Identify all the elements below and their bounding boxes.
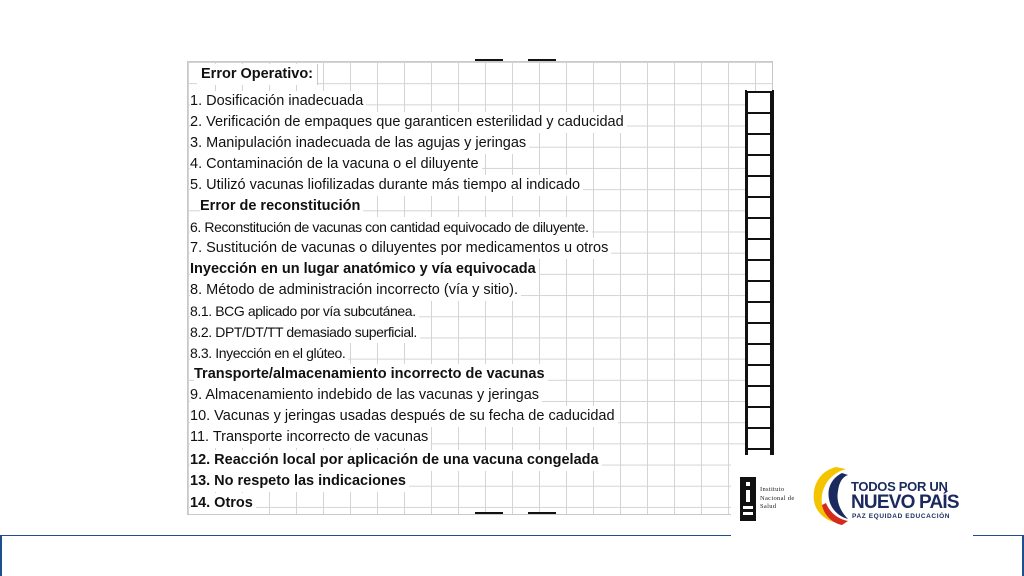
todos-text-line1: TODOS POR UN [851, 479, 948, 494]
ins-line: Instituto [760, 486, 785, 493]
checkbox[interactable] [746, 259, 772, 280]
list-item: 6. Reconstitución de vacunas con cantidad equivocado de diluyente. [190, 217, 592, 238]
checkbox[interactable] [746, 175, 772, 196]
list-item: 5. Utilizó vacunas liofilizadas durante más tiempo al indicado [190, 175, 583, 196]
list-item: 8. Método de administración incorrecto (vía y sitio). [190, 280, 521, 301]
list-item: 7. Sustitución de vacunas o diluyentes por medicamentos u otros [190, 238, 611, 259]
ins-line: Salud [760, 503, 777, 510]
checkbox[interactable] [746, 301, 772, 322]
list-item: 8.1. BCG aplicado por vía subcutánea. [190, 301, 419, 322]
list-item: 8.3. Inyección en el glúteo. [190, 343, 348, 364]
ins-line: Nacional de [760, 494, 795, 502]
cell-border-mark [475, 59, 503, 61]
section-header: Transporte/almacenamiento incorrecto de vacunas [194, 364, 548, 385]
footer-bar [0, 535, 1024, 576]
list-item: 9. Almacenamiento indebido de las vacunas y jeringas [190, 385, 542, 406]
checkbox[interactable] [746, 238, 772, 259]
checkbox[interactable] [746, 280, 772, 301]
checkbox[interactable] [746, 427, 772, 448]
checkbox[interactable] [746, 133, 772, 154]
list-item: 2. Verificación de empaques que garanticen esterilidad y caducidad [190, 112, 627, 133]
list-item: 14. Otros [190, 493, 256, 514]
checkbox[interactable] [746, 217, 772, 238]
cell-border-mark [528, 512, 556, 514]
section-header: Error de reconstitución [200, 196, 363, 217]
checkbox[interactable] [746, 112, 772, 133]
list-item: 12. Reacción local por aplicación de una vacuna congelada [190, 450, 602, 471]
checkbox[interactable] [746, 91, 772, 112]
section-header-error-operativo: Error Operativo: [197, 64, 318, 85]
checkbox[interactable] [746, 364, 772, 385]
list-item: 8.2. DPT/DT/TT demasiado superficial. [190, 322, 420, 343]
checkbox[interactable] [746, 343, 772, 364]
checkbox[interactable] [746, 154, 772, 175]
footer-edge [0, 535, 2, 576]
list-item: 10. Vacunas y jeringas usadas después de su fecha de caducidad [190, 406, 618, 427]
ins-logo-text [760, 486, 795, 512]
checkbox[interactable] [746, 406, 772, 427]
checkbox[interactable] [746, 322, 772, 343]
list-item: 1. Dosificación inadecuada [190, 91, 366, 112]
checkbox[interactable] [746, 385, 772, 406]
todos-por-un-nuevo-pais-logo-icon [806, 463, 850, 525]
list-item: 4. Contaminación de la vacuna o el diluyente [190, 154, 482, 175]
ins-logo-icon [740, 477, 756, 521]
section-header: Inyección en un lugar anatómico y vía equivocada [190, 259, 539, 280]
list-item: 13. No respeto las indicaciones [190, 471, 409, 492]
list-item: 11. Transporte incorrecto de vacunas [190, 427, 431, 448]
todos-text-line3: PAZ EQUIDAD EDUCACIÓN [852, 513, 951, 520]
list-item: 3. Manipulación inadecuada de las agujas y jeringas [190, 133, 529, 154]
todos-text-line2: NUEVO PAÍS [851, 492, 959, 513]
cell-border-mark [475, 512, 503, 514]
cell-border-mark [528, 59, 556, 61]
checkbox[interactable] [746, 196, 772, 217]
